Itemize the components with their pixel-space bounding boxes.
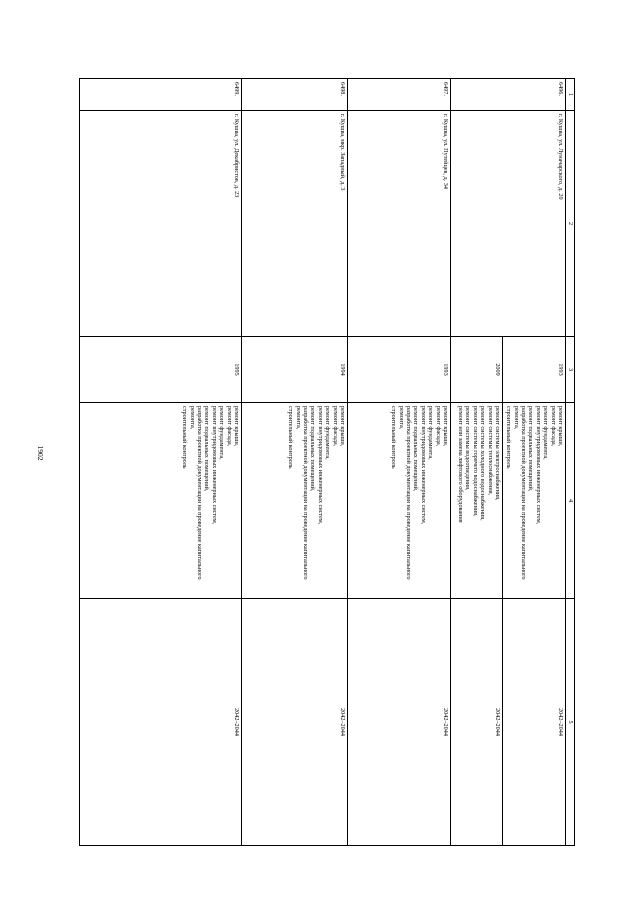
row-number: 6497. bbox=[348, 79, 451, 111]
row-year: 2009 bbox=[451, 337, 503, 403]
row-address: г. Кушва, ул. Декабристов, д. 23 bbox=[80, 111, 242, 337]
row-year: 1994 bbox=[242, 337, 348, 403]
row-address: г. Кушва, ул. Путейцев, д. 34 bbox=[348, 111, 451, 337]
row-works: ремонт крыши, ремонт фасада, ремонт фундамента, ремонт внутридомовых инженерных систем, ремонт подвальных помещений, разработка проектной документации на проведение капитального ремонта, строительный контроль bbox=[503, 403, 566, 599]
table-row bbox=[348, 79, 451, 846]
row-year: 1993 bbox=[503, 337, 566, 403]
row-year: 1995 bbox=[80, 337, 242, 403]
row-year: 1993 bbox=[348, 337, 451, 403]
row-number: 6498. bbox=[242, 79, 348, 111]
row-works: ремонт крыши, ремонт фасада, ремонт фундамента, ремонт внутридомовых инженерных систем, ремонт подвальных помещений, разработка проектной документации на проведение капитального ремонта, строительный контроль bbox=[242, 403, 348, 599]
capital-repair-table bbox=[79, 78, 575, 846]
table-row bbox=[80, 79, 242, 846]
row-period: 2042–2044 bbox=[80, 599, 242, 846]
row-address: г. Кушва, мкр. Западный, д. 3 bbox=[242, 111, 348, 337]
row-address: г. Кушва, ул. Луначарского, д. 20 bbox=[451, 111, 566, 337]
header-col-4: 4 bbox=[566, 403, 575, 599]
row-works: ремонт крыши, ремонт фасада, ремонт фундамента, ремонт внутридомовых инженерных систем, ремонт подвальных помещений, разработка проектной документации на проведение капитального ремонта, строительный контроль bbox=[80, 403, 242, 599]
header-col-2: 2 bbox=[566, 111, 575, 337]
header-col-1: 1 bbox=[566, 79, 575, 111]
page-number: 1902 bbox=[36, 445, 45, 461]
header-col-3: 3 bbox=[566, 337, 575, 403]
row-period: 2042–2044 bbox=[242, 599, 348, 846]
row-period: 2042–2044 bbox=[503, 599, 566, 846]
row-number: 6496. bbox=[451, 79, 566, 111]
header-col-5: 5 bbox=[566, 599, 575, 846]
table-row bbox=[503, 79, 566, 846]
row-number: 6499. bbox=[80, 79, 242, 111]
row-works: ремонт крыши, ремонт фасада, ремонт фундамента, ремонт внутридомовых инженерных систем, ремонт подвальных помещений, разработка проектной документации на проведение капитального ремонта, строительный контроль bbox=[348, 403, 451, 599]
row-period: 2042–2044 bbox=[348, 599, 451, 846]
table-row bbox=[242, 79, 348, 846]
row-works: ремонт системы электроснабжения, ремонт системы теплоснабжения, ремонт системы холодного водоснабжения, ремонт системы горячего водоснабжения, ремонт системы водоотведения, ремонт или замена лифтового оборудования bbox=[451, 403, 503, 599]
rotated-table-wrapper bbox=[79, 78, 575, 845]
header-row bbox=[566, 79, 575, 846]
row-period: 2042–2044 bbox=[451, 599, 503, 846]
